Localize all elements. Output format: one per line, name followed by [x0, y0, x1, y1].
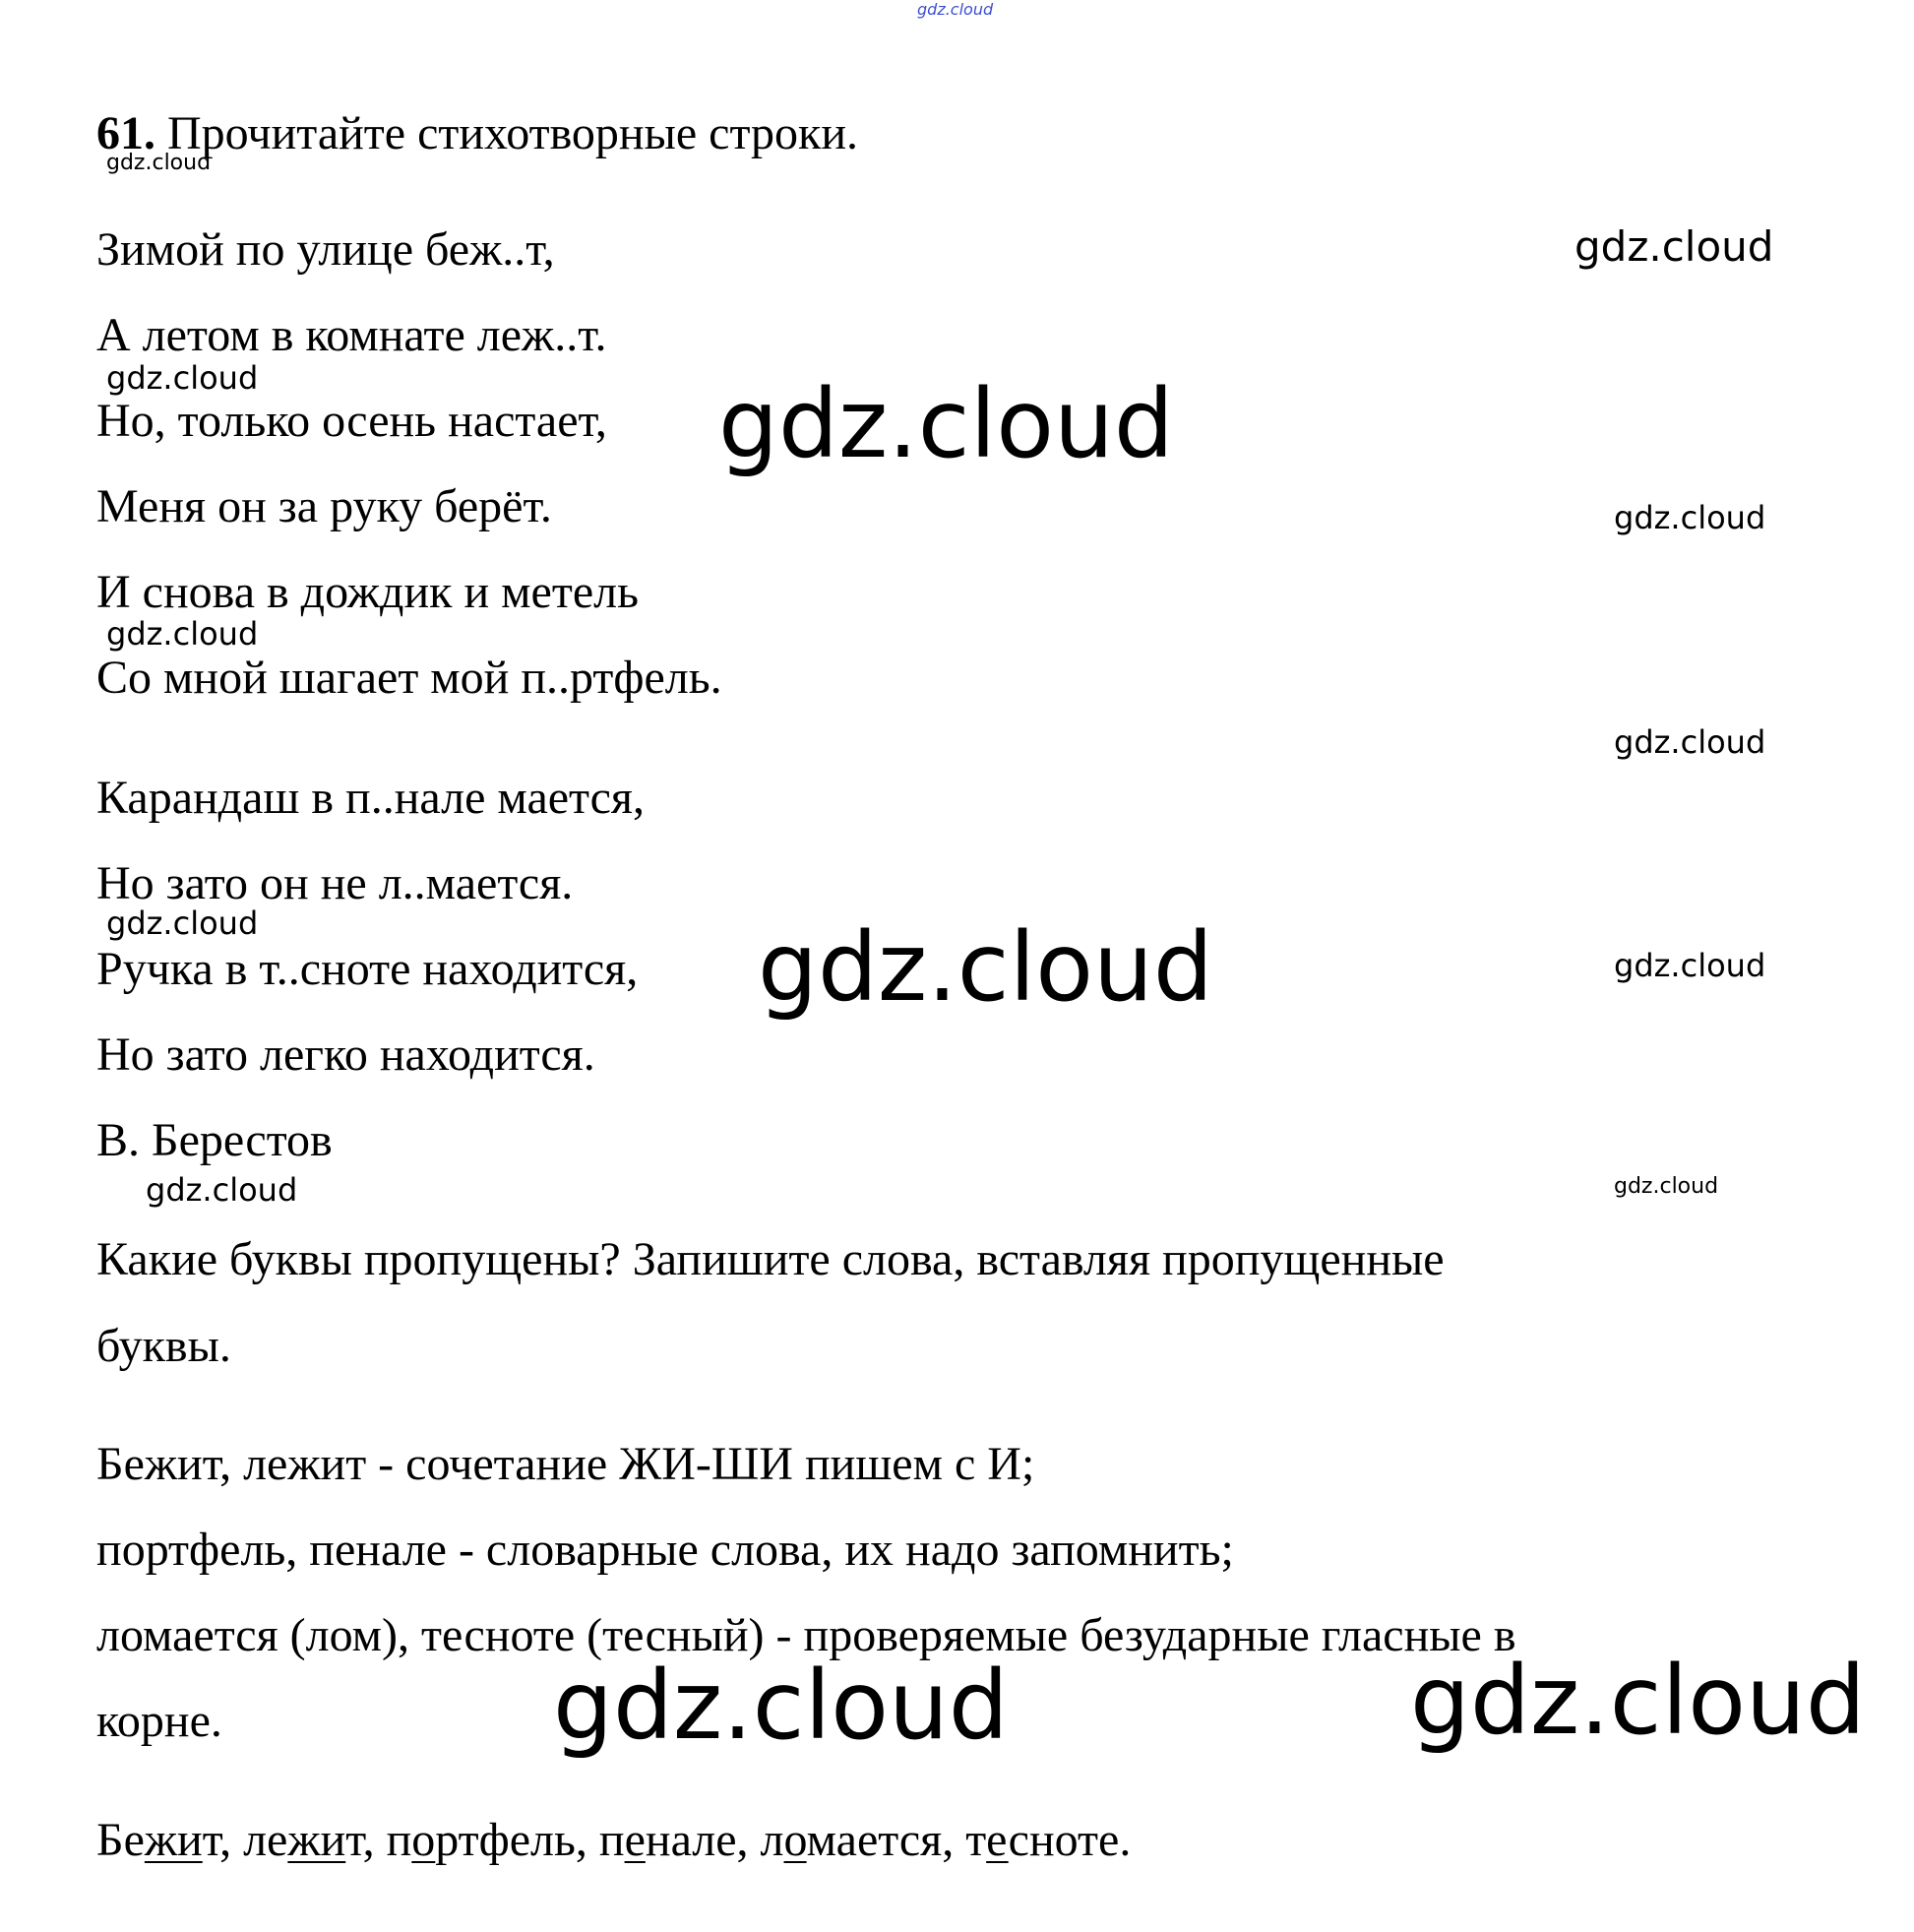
- watermark-large-4: gdz.cloud: [1410, 1646, 1866, 1756]
- answer-text: т, п: [345, 1814, 412, 1866]
- poem-line: И снова в дождик и метель: [96, 566, 639, 618]
- watermark-top: gdz.cloud: [917, 0, 994, 19]
- poem-line: Но, только осень настает,: [96, 395, 607, 447]
- inserted-letter: е: [986, 1814, 1009, 1866]
- inserted-letter: е: [624, 1814, 646, 1866]
- watermark-right-4: gdz.cloud: [1614, 947, 1766, 984]
- inserted-letter: о: [783, 1814, 807, 1866]
- exercise-number: 61.: [96, 107, 155, 159]
- answer-text: сноте.: [1008, 1814, 1132, 1866]
- poem-line: Но зато легко находится.: [96, 1028, 595, 1081]
- watermark-large-1: gdz.cloud: [718, 369, 1174, 479]
- answer-text: т, ле: [202, 1814, 288, 1866]
- answer-text: Бе: [96, 1814, 145, 1866]
- question-line-1: Какие буквы пропущены? Запишите слова, вставляя пропущенные: [96, 1233, 1445, 1285]
- watermark-exercise: gdz.cloud: [106, 151, 212, 175]
- question-line-2: буквы.: [96, 1320, 231, 1372]
- answer-line: [96, 1813, 1131, 1868]
- watermark-right-3: gdz.cloud: [1614, 723, 1766, 761]
- inserted-letter: о: [411, 1814, 436, 1866]
- watermark-large-3: gdz.cloud: [553, 1651, 1009, 1761]
- inserted-letter: жи: [287, 1814, 346, 1866]
- explanation-line: корне.: [96, 1695, 222, 1747]
- watermark-left-2: gdz.cloud: [106, 615, 259, 653]
- explanation-line: портфель, пенале - словарные слова, их надо запомнить;: [96, 1524, 1234, 1576]
- explanation-line: ломается (лом), тесноте (тесный) - проверяемые безударные гласные в: [96, 1609, 1516, 1661]
- poem-author: В. Берестов: [96, 1114, 333, 1166]
- answer-text: мается, т: [806, 1814, 987, 1866]
- answer-text: ртфель, п: [435, 1814, 625, 1866]
- poem-line: Карандаш в п..нале мается,: [96, 772, 645, 824]
- inserted-letter: жи: [144, 1814, 203, 1866]
- watermark-left-4: gdz.cloud: [146, 1171, 298, 1209]
- watermark-right-1: gdz.cloud: [1574, 222, 1774, 271]
- watermark-left-1: gdz.cloud: [106, 359, 259, 397]
- exercise-task: Прочитайте стихотворные строки.: [167, 107, 859, 159]
- poem-line: А летом в комнате леж..т.: [96, 309, 607, 361]
- answer-text: нале, л: [645, 1814, 784, 1866]
- watermark-right-5: gdz.cloud: [1614, 1174, 1719, 1199]
- watermark-large-2: gdz.cloud: [758, 912, 1213, 1023]
- poem-line: Зимой по улице беж..т,: [96, 223, 555, 276]
- explanation-line: Бежит, лежит - сочетание ЖИ-ШИ пишем с И;: [96, 1438, 1035, 1490]
- poem-line: Меня он за руку берёт.: [96, 480, 552, 532]
- exercise-header: [96, 106, 858, 161]
- poem-line: Ручка в т..сноте находится,: [96, 943, 639, 995]
- watermark-right-2: gdz.cloud: [1614, 499, 1766, 536]
- poem-line: Но зато он не л..мается.: [96, 857, 574, 909]
- poem-line: Со мной шагает мой п..ртфель.: [96, 652, 722, 704]
- watermark-left-3: gdz.cloud: [106, 904, 259, 942]
